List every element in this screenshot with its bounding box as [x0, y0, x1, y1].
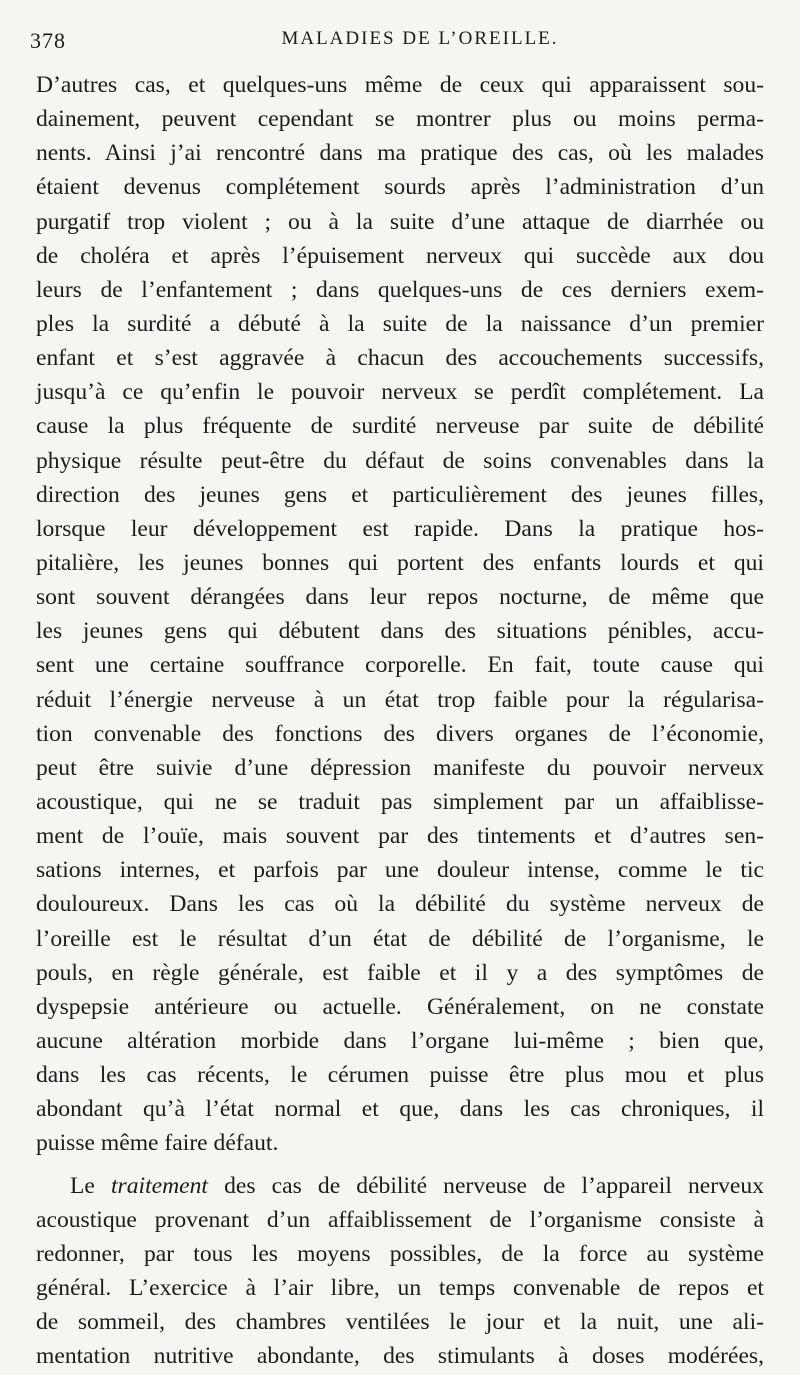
text-line: acoustique provenant d’un affaiblissement de l’organisme consiste à: [36, 1206, 764, 1233]
text-line: D’autres cas, et quelques-uns même de ceux qui apparaissent sou-: [36, 72, 764, 98]
text-line: étaient devenus complétement sourds après l’administration d’un: [36, 174, 764, 201]
page-header: [30, 28, 770, 60]
text-line: dyspepsie antérieure ou actuelle. Généralement, on ne constate: [36, 993, 764, 1020]
text-line: réduit l’énergie nerveuse à un état trop faible pour la régularisa-: [36, 686, 764, 713]
text-line: ment de l’ouïe, mais souvent par des tintements et d’autres sen-: [36, 823, 764, 850]
paragraph-gap: [36, 1161, 764, 1169]
text-line: général. L’exercice à l’air libre, un temps convenable de repos et: [36, 1274, 764, 1301]
text-line: aucune altération morbide dans l’organe lui-même ; bien que,: [36, 1027, 764, 1054]
text-line: tion convenable des fonctions des divers organes de l’économie,: [36, 720, 764, 747]
text-line: physique résulte peut-être du défaut de soins convenables dans la: [36, 447, 764, 474]
text-line: purgatif trop violent ; ou à la suite d’une attaque de diarrhée ou: [36, 208, 764, 235]
emphasis-word: traitement: [111, 1172, 208, 1199]
text-line: acoustique, qui ne se traduit pas simplement par un affaiblisse-: [36, 788, 764, 815]
text-line: enfant et s’est aggravée à chacun des accouchements successifs,: [36, 345, 764, 372]
text-line: sent une certaine souffrance corporelle. En fait, toute cause qui: [36, 652, 764, 679]
text-line: leurs de l’enfantement ; dans quelques-uns de ces derniers exem-: [36, 276, 764, 303]
text-line: jusqu’à ce qu’enfin le pouvoir nerveux se perdît complétement. La: [36, 379, 764, 406]
text-line: de sommeil, des chambres ventilées le jour et la nuit, une ali-: [36, 1309, 764, 1336]
text-line: sont souvent dérangées dans leur repos nocturne, de même que: [36, 584, 764, 611]
text-line: pitalière, les jeunes bonnes qui portent des enfants lourds et qui: [36, 549, 764, 576]
text-line: puisse même faire défaut.: [36, 1130, 279, 1157]
text-line: dans les cas récents, le cérumen puisse être plus mou et plus: [36, 1062, 764, 1089]
text-line: lorsque leur développement est rapide. Dans la pratique hos-: [36, 515, 764, 542]
text-line: abondant qu’à l’état normal et que, dans les cas chroniques, il: [36, 1096, 764, 1123]
text-line: l’oreille est le résultat d’un état de débilité de l’organisme, le: [36, 925, 764, 952]
page-number: 378: [30, 28, 66, 53]
text-line: sations internes, et parfois par une douleur intense, comme le tic: [36, 857, 764, 884]
text-run: des cas de débilité nerveuse de l’appareil nerveux: [207, 1172, 764, 1199]
text-line: de choléra et après l’épuisement nerveux qui succède aux dou: [36, 242, 764, 269]
text-line: pouls, en règle générale, est faible et il y a des symptômes de: [36, 959, 764, 986]
running-title: MALADIES DE L’OREILLE.: [281, 28, 559, 49]
text-line: ples la surdité a débuté à la suite de la naissance d’un premier: [36, 310, 764, 337]
text-line: les jeunes gens qui débutent dans des situations pénibles, accu-: [36, 618, 764, 645]
text-run: Le: [70, 1172, 111, 1199]
text-line: redonner, par tous les moyens possibles, de la force au système: [36, 1240, 764, 1267]
text-line: cause la plus fréquente de surdité nerveuse par suite de débilité: [36, 413, 764, 440]
body-text: [36, 68, 764, 1373]
text-line: [36, 1169, 764, 1203]
text-line: direction des jeunes gens et particulièrement des jeunes filles,: [36, 481, 764, 508]
text-line: dainement, peuvent cependant se montrer plus ou moins perma-: [36, 106, 764, 133]
text-line: peut être suivie d’une dépression manifeste du pouvoir nerveux: [36, 754, 764, 781]
paragraph-2: [36, 1169, 764, 1374]
paragraph-1: [36, 68, 764, 1161]
text-line: mentation nutritive abondante, des stimulants à doses modérées,: [36, 1343, 764, 1370]
text-line: nents. Ainsi j’ai rencontré dans ma pratique des cas, où les malades: [36, 140, 764, 167]
text-line: douloureux. Dans les cas où la débilité du système nerveux de: [36, 891, 764, 918]
